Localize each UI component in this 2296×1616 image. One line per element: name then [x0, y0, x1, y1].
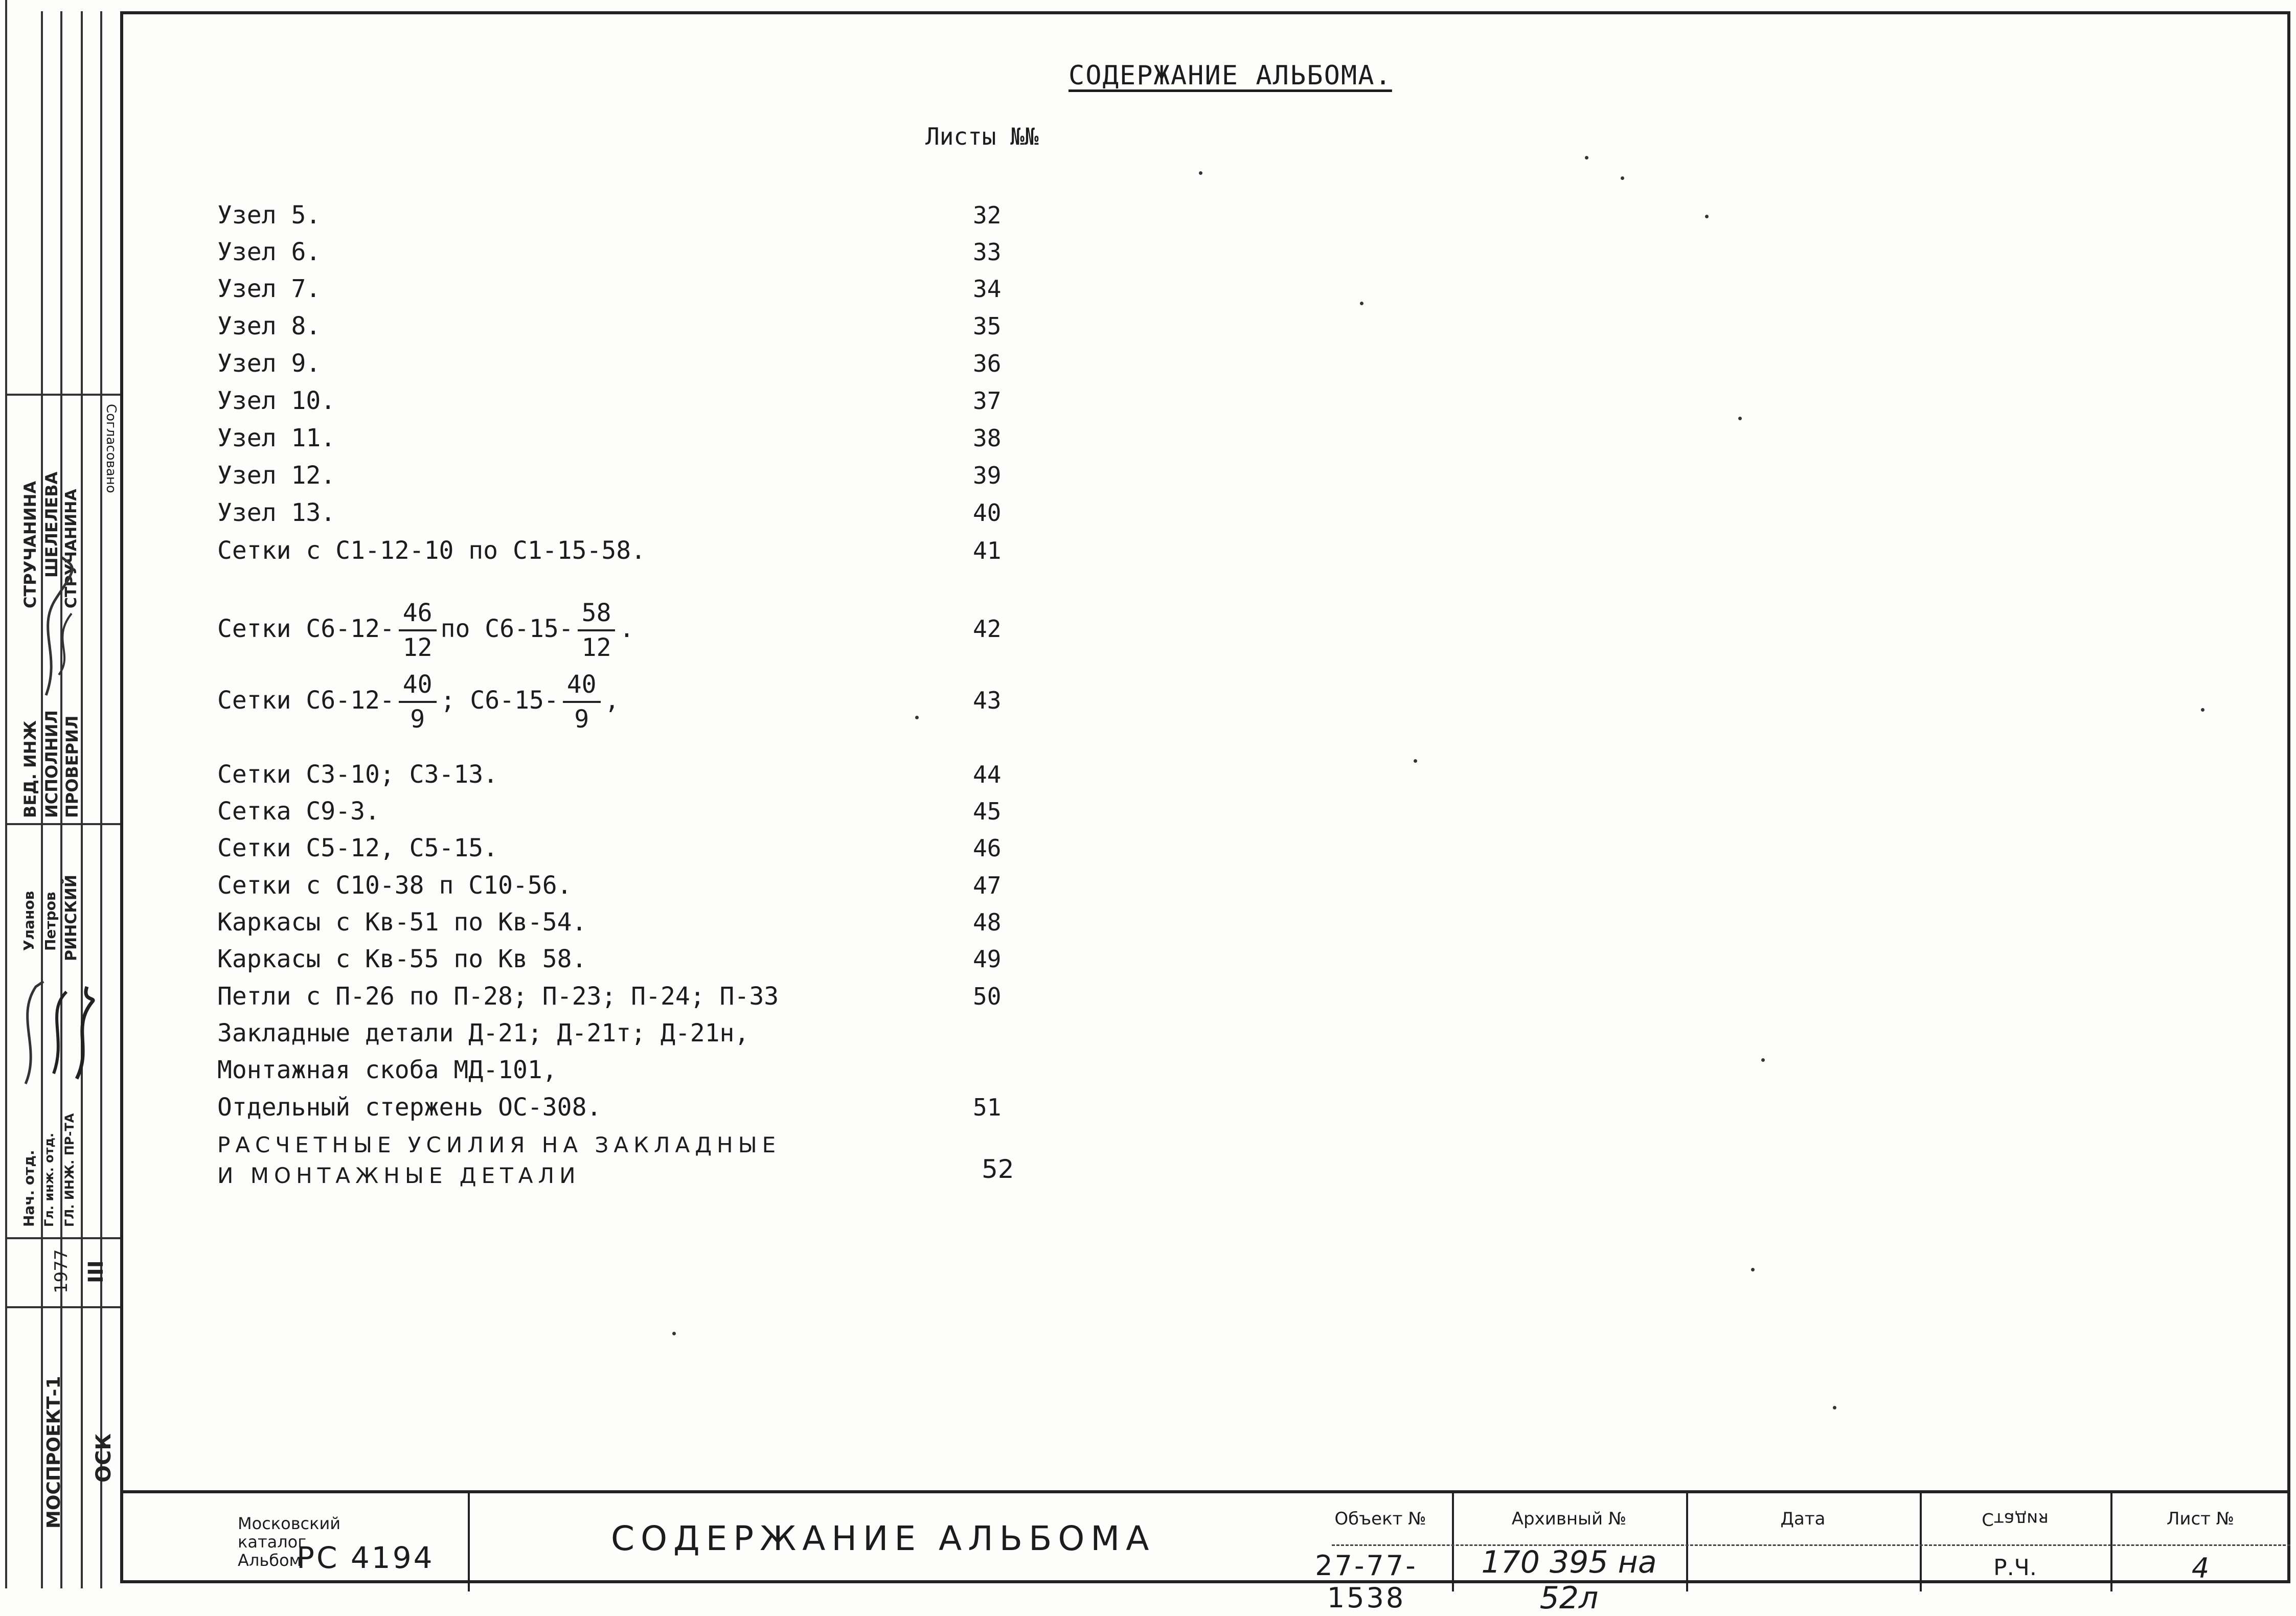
toc-row [217, 1089, 1086, 1125]
catalog-line: каталог [238, 1532, 307, 1552]
toc-item: Узел 11. [217, 424, 336, 452]
agreed-label: Согласовано [103, 404, 119, 493]
fraction: $\frac{46}{12}$ [399, 601, 437, 660]
surname: РИНСКИЙ [62, 875, 80, 961]
toc-page: 43 [973, 687, 1002, 714]
toc-page: 36 [973, 350, 1002, 377]
scan-speck [1414, 759, 1417, 763]
toc-item: Сетки с С10-38 п С10-56. [217, 871, 572, 900]
scan-speck [915, 716, 919, 719]
document-title: СОДЕРЖАНИЕ АЛЬБОМА [611, 1519, 1155, 1558]
side-stamp [0, 0, 120, 1588]
toc-row-fraction [217, 665, 1086, 736]
scan-speck [2201, 708, 2204, 712]
catalog-line: Московский [238, 1514, 341, 1533]
toc-item: Сетки С6-12- $\frac{40}{9}$ ; С6-15- $\frac{40}{9}$ , [217, 670, 620, 734]
scan-speck [672, 1332, 676, 1335]
object-number: 27-77-1538 [1315, 1550, 1418, 1614]
toc-page: 40 [973, 499, 1002, 527]
toc-page: 37 [973, 387, 1002, 415]
date-label: Дата [1780, 1509, 1826, 1529]
stage-value: Р.Ч. [1993, 1555, 2037, 1581]
year: 1977 [51, 1249, 72, 1293]
toc-page: 33 [973, 238, 1002, 266]
role-label: ИСПОЛНИЛ [42, 710, 61, 818]
toc-page: 35 [973, 312, 1002, 340]
toc-item: Узел 6. [217, 238, 321, 266]
toc-row [217, 383, 1086, 419]
toc-page: 32 [973, 201, 1002, 229]
catalog-line: Альбом [238, 1551, 302, 1570]
toc-page: 44 [973, 761, 1002, 788]
sheet-number: 4 [2191, 1552, 2210, 1584]
toc-page: 49 [973, 945, 1002, 973]
toc-item: Закладные детали Д-21; Д-21т; Д-21н, [217, 1019, 749, 1048]
scan-speck [1738, 417, 1742, 420]
toc-item: Монтажная скоба МД-101, [217, 1056, 557, 1084]
surname: СТРУЧАНИНА [20, 481, 40, 608]
toc-page: 38 [973, 424, 1002, 452]
toc-page: 42 [973, 615, 1002, 643]
toc-page: 45 [973, 798, 1002, 825]
page-title: СОДЕРЖАНИЕ АЛЬБОМА. [1069, 60, 1392, 91]
toc-page: 46 [973, 834, 1002, 862]
role-label: Гл. инж. отд. [42, 1133, 56, 1227]
toc-row [217, 533, 1086, 568]
title-block [120, 1490, 2290, 1616]
sheets-column-header: Листы №№ [925, 123, 1039, 150]
role-label: ВЕД. ИНЖ [20, 720, 40, 818]
sheet-label: Лист № [2166, 1509, 2235, 1529]
toc-row [217, 271, 1086, 307]
role-label: ГЛ. ИНЖ. ПР-ТА [62, 1113, 77, 1227]
scan-speck [1585, 156, 1588, 160]
toc-row [217, 793, 1086, 829]
toc-page: 39 [973, 462, 1002, 489]
toc-page: 52 [982, 1154, 1014, 1184]
scan-speck [1751, 1268, 1755, 1271]
signature [31, 552, 87, 705]
toc-item: Каркасы с Кв-55 по Кв 58. [217, 945, 587, 973]
toc-item: Узел 8. [217, 312, 321, 340]
scan-speck [1833, 1406, 1836, 1409]
toc-row-handwritten [217, 1154, 1086, 1197]
toc-row [217, 978, 1086, 1014]
toc-item: Сетки с С1-12-10 по С1-15-58. [217, 536, 646, 565]
roman-numeral: III [84, 1260, 108, 1283]
toc-page: 41 [973, 537, 1002, 564]
toc-row [217, 941, 1086, 977]
role-label: ПРОВЕРИЛ [62, 715, 82, 818]
toc-item: Сетки С6-12- $\frac{46}{12}$ по С6-15- $\frac{58}{12}$ . [217, 599, 634, 662]
toc-item: Отдельный стержень ОС-308. [217, 1093, 602, 1122]
toc-row [217, 197, 1086, 233]
toc-row [217, 346, 1086, 381]
toc-item: Сетки С5-12, С5-15. [217, 834, 498, 862]
toc-row [217, 904, 1086, 940]
fraction: $\frac{58}{12}$ [578, 601, 616, 660]
toc-item: РАСЧЕТНЫЕ УСИЛИЯ НА ЗАКЛАДНЫЕ [217, 1132, 781, 1157]
scan-speck [1761, 1058, 1765, 1062]
toc-item: Узел 10. [217, 386, 336, 415]
surname: СТРУЧАНИНА [62, 489, 80, 608]
toc-row [217, 495, 1086, 531]
scan-speck [1705, 215, 1709, 218]
toc-row [217, 830, 1086, 866]
toc-item: Сетка С9-3. [217, 797, 380, 826]
scan-speck [1621, 176, 1624, 180]
surname: Петров [42, 892, 59, 951]
toc-page: 48 [973, 908, 1002, 936]
toc-row-fraction [217, 593, 1086, 665]
object-label: Объект № [1334, 1509, 1426, 1529]
toc-page: 34 [973, 275, 1002, 303]
scan-speck [1360, 302, 1363, 305]
surname: ШЕЛЕЛЕВА [42, 471, 61, 578]
toc-row [217, 420, 1086, 456]
toc-item: Узел 9. [217, 349, 321, 378]
toc-row [217, 868, 1086, 903]
role-label: Нач. отд. [20, 1150, 37, 1227]
toc-item: Узел 13. [217, 498, 336, 527]
signature [5, 971, 107, 1094]
toc-item: Сетки С3-10; С3-13. [217, 760, 498, 789]
toc-row [217, 234, 1086, 270]
toc-page: 47 [973, 872, 1002, 899]
archive-number: 170 395 на 52л [1481, 1544, 1657, 1616]
toc-item: Узел 5. [217, 201, 321, 230]
toc-item: Узел 12. [217, 461, 336, 490]
toc-row [217, 757, 1086, 792]
surname: Уланов [20, 891, 37, 951]
fraction: $\frac{40}{9}$ [399, 672, 437, 732]
toc-item: Петли с П-26 по П-28; П-23; П-24; П-33 [217, 982, 779, 1011]
toc-row [217, 1015, 1086, 1051]
toc-page: 50 [973, 983, 1002, 1010]
toc-item: И МОНТАЖНЫЕ ДЕТАЛИ [217, 1163, 581, 1188]
toc-row [217, 1052, 1086, 1088]
archive-label: Архивный № [1511, 1509, 1627, 1529]
stage-label: Стадия [1982, 1509, 2049, 1529]
scan-speck [1199, 171, 1202, 175]
toc-page: 51 [973, 1094, 1002, 1121]
album-number: РС 4194 [297, 1540, 435, 1575]
toc-row [217, 308, 1086, 344]
toc-row [217, 458, 1086, 493]
department-code: ОСК [92, 1433, 116, 1483]
toc-item: Узел 7. [217, 275, 321, 303]
fraction: $\frac{40}{9}$ [563, 672, 601, 732]
organization-name: МОСПРОЕКТ-1 [43, 1376, 64, 1529]
toc-item: Каркасы с Кв-51 по Кв-54. [217, 908, 587, 937]
